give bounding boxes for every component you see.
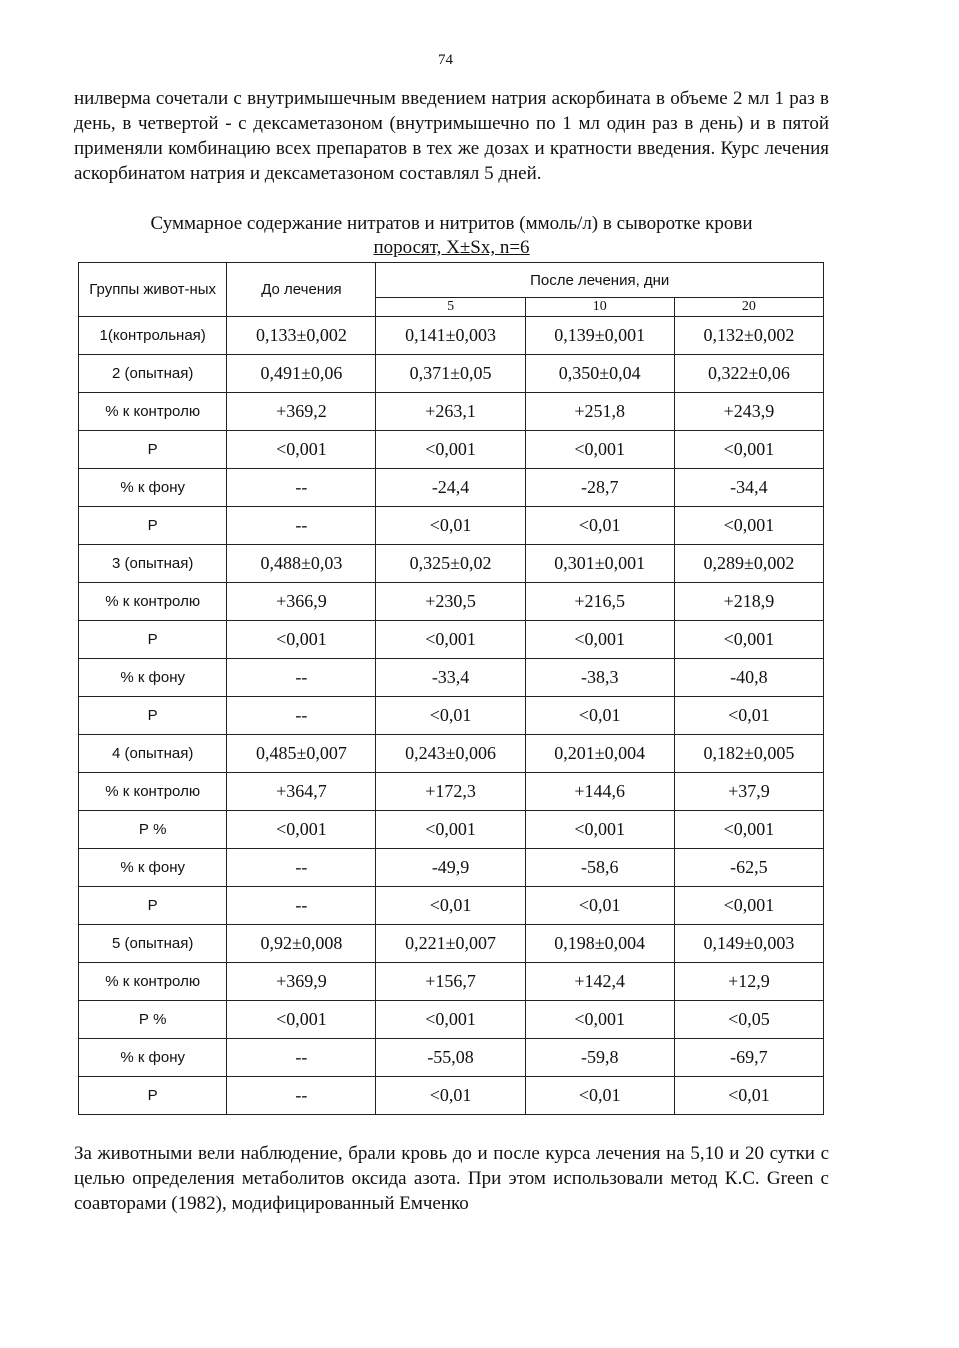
table-cell: -34,4 (674, 469, 823, 507)
row-label: % к фону (79, 849, 227, 887)
table-row (79, 355, 824, 393)
table-row (79, 811, 824, 849)
table-cell: -- (227, 469, 376, 507)
table-cell: <0,001 (525, 811, 674, 849)
row-label: % к фону (79, 659, 227, 697)
header-before: До лечения (227, 263, 376, 317)
table-cell: +218,9 (674, 583, 823, 621)
table-cell: 0,485±0,007 (227, 735, 376, 773)
table-row (79, 317, 824, 355)
row-label: Р (79, 621, 227, 659)
table-cell: +366,9 (227, 583, 376, 621)
table-cell: +172,3 (376, 773, 525, 811)
table-cell: -24,4 (376, 469, 525, 507)
table-cell: <0,001 (674, 621, 823, 659)
table-row (79, 1001, 824, 1039)
table-cell: -- (227, 1039, 376, 1077)
row-label: % к контролю (79, 963, 227, 1001)
table-cell: <0,001 (674, 507, 823, 545)
row-label: 2 (опытная) (79, 355, 227, 393)
table-cell: -38,3 (525, 659, 674, 697)
table-cell: <0,01 (525, 697, 674, 735)
row-label: Р (79, 697, 227, 735)
table-row (79, 697, 824, 735)
table-cell: 0,371±0,05 (376, 355, 525, 393)
table-row (79, 507, 824, 545)
header-day: 5 (376, 298, 525, 317)
table-cell: <0,001 (525, 431, 674, 469)
table-cell: 0,301±0,001 (525, 545, 674, 583)
table-row (79, 1039, 824, 1077)
table-cell: <0,01 (376, 1077, 525, 1115)
page-number: 74 (438, 52, 453, 68)
row-label: Р % (79, 1001, 227, 1039)
row-label: Р (79, 507, 227, 545)
table-cell: <0,001 (227, 811, 376, 849)
table-cell: -40,8 (674, 659, 823, 697)
table-cell: 0,289±0,002 (674, 545, 823, 583)
table-row (79, 925, 824, 963)
table-cell: 0,132±0,002 (674, 317, 823, 355)
table-cell: -- (227, 849, 376, 887)
closing-paragraph: За животными вели наблюдение, брали кровь до и после курса лечения на 5,10 и 20 сутки с целью определения метаболитов оксида азота. При этом использовали метод К.С. Green с соавторами (1982), модифицированный Емченко (74, 1143, 829, 1214)
table-cell: +216,5 (525, 583, 674, 621)
table-cell: -33,4 (376, 659, 525, 697)
table-cell: 0,350±0,04 (525, 355, 674, 393)
table-cell: +369,2 (227, 393, 376, 431)
table-row (79, 887, 824, 925)
table-cell: +263,1 (376, 393, 525, 431)
table-cell: 0,141±0,003 (376, 317, 525, 355)
row-label: 5 (опытная) (79, 925, 227, 963)
table-header-row (79, 263, 824, 298)
table-cell: +230,5 (376, 583, 525, 621)
table-cell: 0,488±0,03 (227, 545, 376, 583)
table-cell: <0,001 (376, 811, 525, 849)
table-cell: -62,5 (674, 849, 823, 887)
header-groups: Группы живот-ных (79, 263, 227, 317)
table-cell: +243,9 (674, 393, 823, 431)
table-cell: <0,001 (674, 811, 823, 849)
row-label: % к контролю (79, 773, 227, 811)
table-cell: -- (227, 659, 376, 697)
table-caption (74, 212, 829, 260)
table-cell: <0,01 (376, 887, 525, 925)
table-cell: +12,9 (674, 963, 823, 1001)
table-cell: 0,139±0,001 (525, 317, 674, 355)
table-row (79, 963, 824, 1001)
table-cell: <0,01 (525, 1077, 674, 1115)
table-cell: -- (227, 697, 376, 735)
table-cell: +369,9 (227, 963, 376, 1001)
table-row (79, 431, 824, 469)
table-cell: <0,001 (227, 621, 376, 659)
table-cell: -49,9 (376, 849, 525, 887)
table-cell: +364,7 (227, 773, 376, 811)
table-cell: <0,001 (525, 621, 674, 659)
table-cell: 0,221±0,007 (376, 925, 525, 963)
table-row (79, 621, 824, 659)
row-label: 3 (опытная) (79, 545, 227, 583)
table-cell: -- (227, 887, 376, 925)
table-caption-line2: поросят, X±Sx, n=6 (373, 237, 530, 258)
table-cell: 0,322±0,06 (674, 355, 823, 393)
table-row (79, 1077, 824, 1115)
row-label: % к фону (79, 469, 227, 507)
table-cell: +37,9 (674, 773, 823, 811)
row-label: Р (79, 431, 227, 469)
table-cell: -55,08 (376, 1039, 525, 1077)
table-cell: 0,243±0,006 (376, 735, 525, 773)
table-cell: +156,7 (376, 963, 525, 1001)
table-cell: -58,6 (525, 849, 674, 887)
row-label: 1(контрольная) (79, 317, 227, 355)
table-cell: 0,201±0,004 (525, 735, 674, 773)
table-cell: -- (227, 1077, 376, 1115)
table-cell: <0,001 (376, 431, 525, 469)
table-cell: <0,001 (376, 621, 525, 659)
table-cell: <0,001 (376, 1001, 525, 1039)
row-label: % к контролю (79, 393, 227, 431)
table-cell: <0,01 (525, 507, 674, 545)
table-row (79, 393, 824, 431)
table-caption-line1: Суммарное содержание нитратов и нитритов (ммоль/л) в сыворотке крови (150, 213, 753, 234)
table-cell: 0,491±0,06 (227, 355, 376, 393)
table-cell: -59,8 (525, 1039, 674, 1077)
row-label: % к фону (79, 1039, 227, 1077)
table-cell: <0,001 (674, 431, 823, 469)
intro-paragraph: нилверма сочетали с внутримышечным введением натрия аскорбината в объеме 2 мл 1 раз в день, в четвертой - с дексаметазоном (внутримышечно по 1 мл один раз в день) и в пятой применяли комбинацию всех препаратов в тех же дозах и кратности введения. Курс лечения аскорбинатом натрия и дексаметазоном составлял 5 дней. (74, 88, 829, 184)
table-cell: +144,6 (525, 773, 674, 811)
table-cell: <0,01 (376, 697, 525, 735)
table-cell: <0,01 (376, 507, 525, 545)
row-label: Р % (79, 811, 227, 849)
table-cell: 0,149±0,003 (674, 925, 823, 963)
row-label: 4 (опытная) (79, 735, 227, 773)
table-row (79, 659, 824, 697)
table-cell: <0,001 (227, 1001, 376, 1039)
header-after: После лечения, дни (376, 263, 824, 298)
table-cell: 0,133±0,002 (227, 317, 376, 355)
table-cell: 0,182±0,005 (674, 735, 823, 773)
table-cell: -69,7 (674, 1039, 823, 1077)
table-cell: 0,92±0,008 (227, 925, 376, 963)
table-row (79, 735, 824, 773)
table-cell: -- (227, 507, 376, 545)
table-row (79, 849, 824, 887)
table-row (79, 545, 824, 583)
table-cell: <0,001 (525, 1001, 674, 1039)
data-table (78, 262, 824, 1115)
table-cell: -28,7 (525, 469, 674, 507)
table-cell: <0,01 (674, 1077, 823, 1115)
table-cell: 0,325±0,02 (376, 545, 525, 583)
table-cell: +142,4 (525, 963, 674, 1001)
header-day: 20 (674, 298, 823, 317)
table-cell: <0,01 (525, 887, 674, 925)
row-label: Р (79, 887, 227, 925)
row-label: Р (79, 1077, 227, 1115)
table-cell: 0,198±0,004 (525, 925, 674, 963)
table-row (79, 583, 824, 621)
table-cell: <0,001 (674, 887, 823, 925)
row-label: % к контролю (79, 583, 227, 621)
table-row (79, 469, 824, 507)
header-day: 10 (525, 298, 674, 317)
table-cell: +251,8 (525, 393, 674, 431)
table-cell: <0,001 (227, 431, 376, 469)
table-cell: <0,01 (674, 697, 823, 735)
table-cell: <0,05 (674, 1001, 823, 1039)
table-row (79, 773, 824, 811)
